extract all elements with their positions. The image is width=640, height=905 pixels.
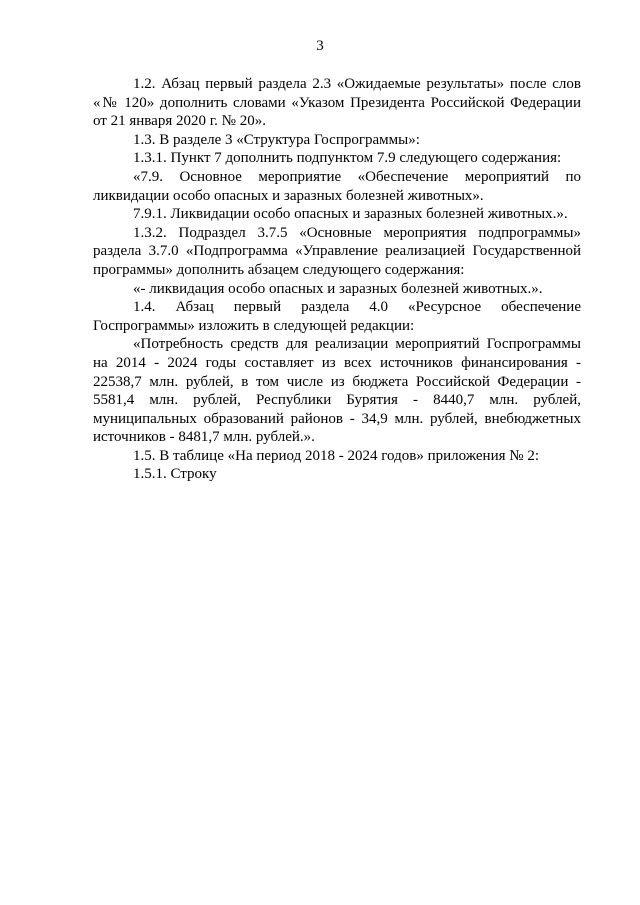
paragraph-1-3-1: 1.3.1. Пункт 7 дополнить подпунктом 7.9 следующего содержания: — [133, 150, 562, 167]
paragraph-1-2: 1.2. Абзац первый раздела 2.3 «Ожидаемые результаты» после слов «№ 120» дополнить словами «Указом Президента Российской Федерации от 21 января 2020 г. № 20». — [93, 76, 581, 130]
paragraph-7-9: «7.9. Основное мероприятие «Обеспечение мероприятий по ликвидации особо опасных и заразных болезней животных». — [93, 168, 581, 204]
paragraph-funding-quote: «Потребность средств для реализации мероприятий Госпрограммы на 2014 - 2024 годы составляет из всех источников финансирования - 22538,7 млн. рублей, в том числе из бюджета Российской Федерации - 5581,4 млн. рублей, Республики Бурятия - 8440,7 млн. рублей, муниципальных образований районов - 34,9 млн. рублей, внебюджетных источников - 8481,7 млн. рублей.». — [93, 336, 581, 446]
paragraph-1-3: 1.3. В разделе 3 «Структура Госпрограммы»: — [133, 131, 420, 148]
paragraph-1-3-2: 1.3.2. Подраздел 3.7.5 «Основные мероприятия подпрограммы» раздела 3.7.0 «Подпрограмма «Управление реализацией Государственной программы» дополнить абзацем следующего содержания: — [93, 224, 581, 278]
paragraph-1-5: 1.5. В таблице «На период 2018 - 2024 годов» приложения № 2: — [133, 447, 539, 464]
paragraph-7-9-1: 7.9.1. Ликвидации особо опасных и заразных болезней животных.». — [133, 206, 568, 223]
document-body — [93, 75, 581, 484]
paragraph-1-4: 1.4. Абзац первый раздела 4.0 «Ресурсное обеспечение Госпрограммы» изложить в следующей редакции: — [93, 299, 581, 334]
paragraph-1-5-1: 1.5.1. Строку — [133, 466, 217, 483]
page-number: 3 — [316, 38, 324, 54]
paragraph-liquidation-item: «- ликвидация особо опасных и заразных болезней животных.». — [133, 280, 543, 297]
